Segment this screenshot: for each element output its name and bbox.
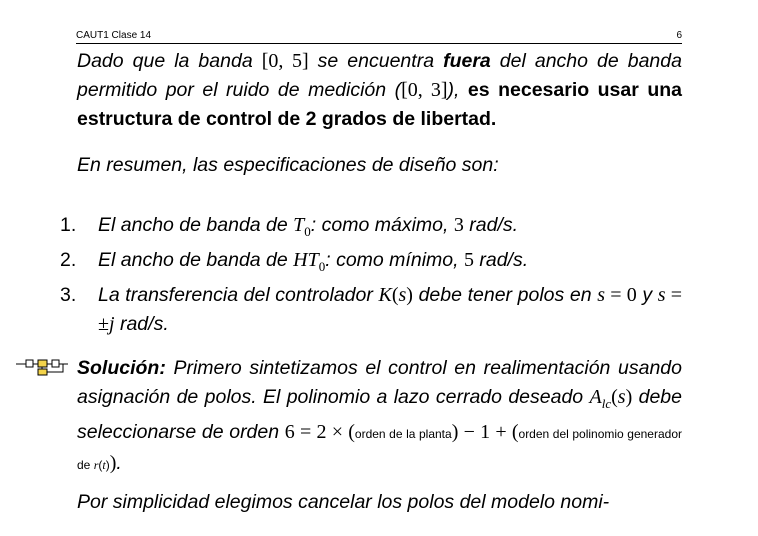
paragraph-solucion: Solución: Primero sintetizamos el control en realimentación usando asignación de polos. El polinomio a lazo cerrado deseado $A_{lc}(s)$ debe seleccionarse de orden 6 = 2 × (orden de la planta) − 1 + (orden del polinomio generador de r(t)).	[77, 357, 682, 474]
paragraph-simplicidad: Por simplicidad elegimos cancelar los polos del modelo nomi-	[77, 491, 610, 513]
paragraph-resumen: En resumen, las especificaciones de diseño son:	[77, 154, 499, 176]
list-item: 3. La transferencia del controlador K(s) debe tener polos en s = 0 y s = ±j rad/s.	[60, 283, 682, 335]
spec-list	[60, 211, 682, 339]
list-item: 1. El ancho de banda de $T_0$: como máximo, 3 rad/s.	[60, 214, 519, 239]
header-course: CAUT1 Clase 14	[76, 30, 152, 41]
list-item: 2. El ancho de banda de $HT_0$: como mínimo, 5 rad/s.	[60, 248, 529, 274]
block-diagram-icon	[16, 358, 68, 376]
header-rule	[76, 43, 682, 44]
paragraph-banda: Dado que la banda [0, 5] se encuentra fuera del ancho de banda permitido por el ruido de medición ([0, 3]), es necesario usar una estructura de control de 2 grados de libertad.	[77, 50, 682, 130]
header-page-number: 6	[676, 30, 682, 41]
